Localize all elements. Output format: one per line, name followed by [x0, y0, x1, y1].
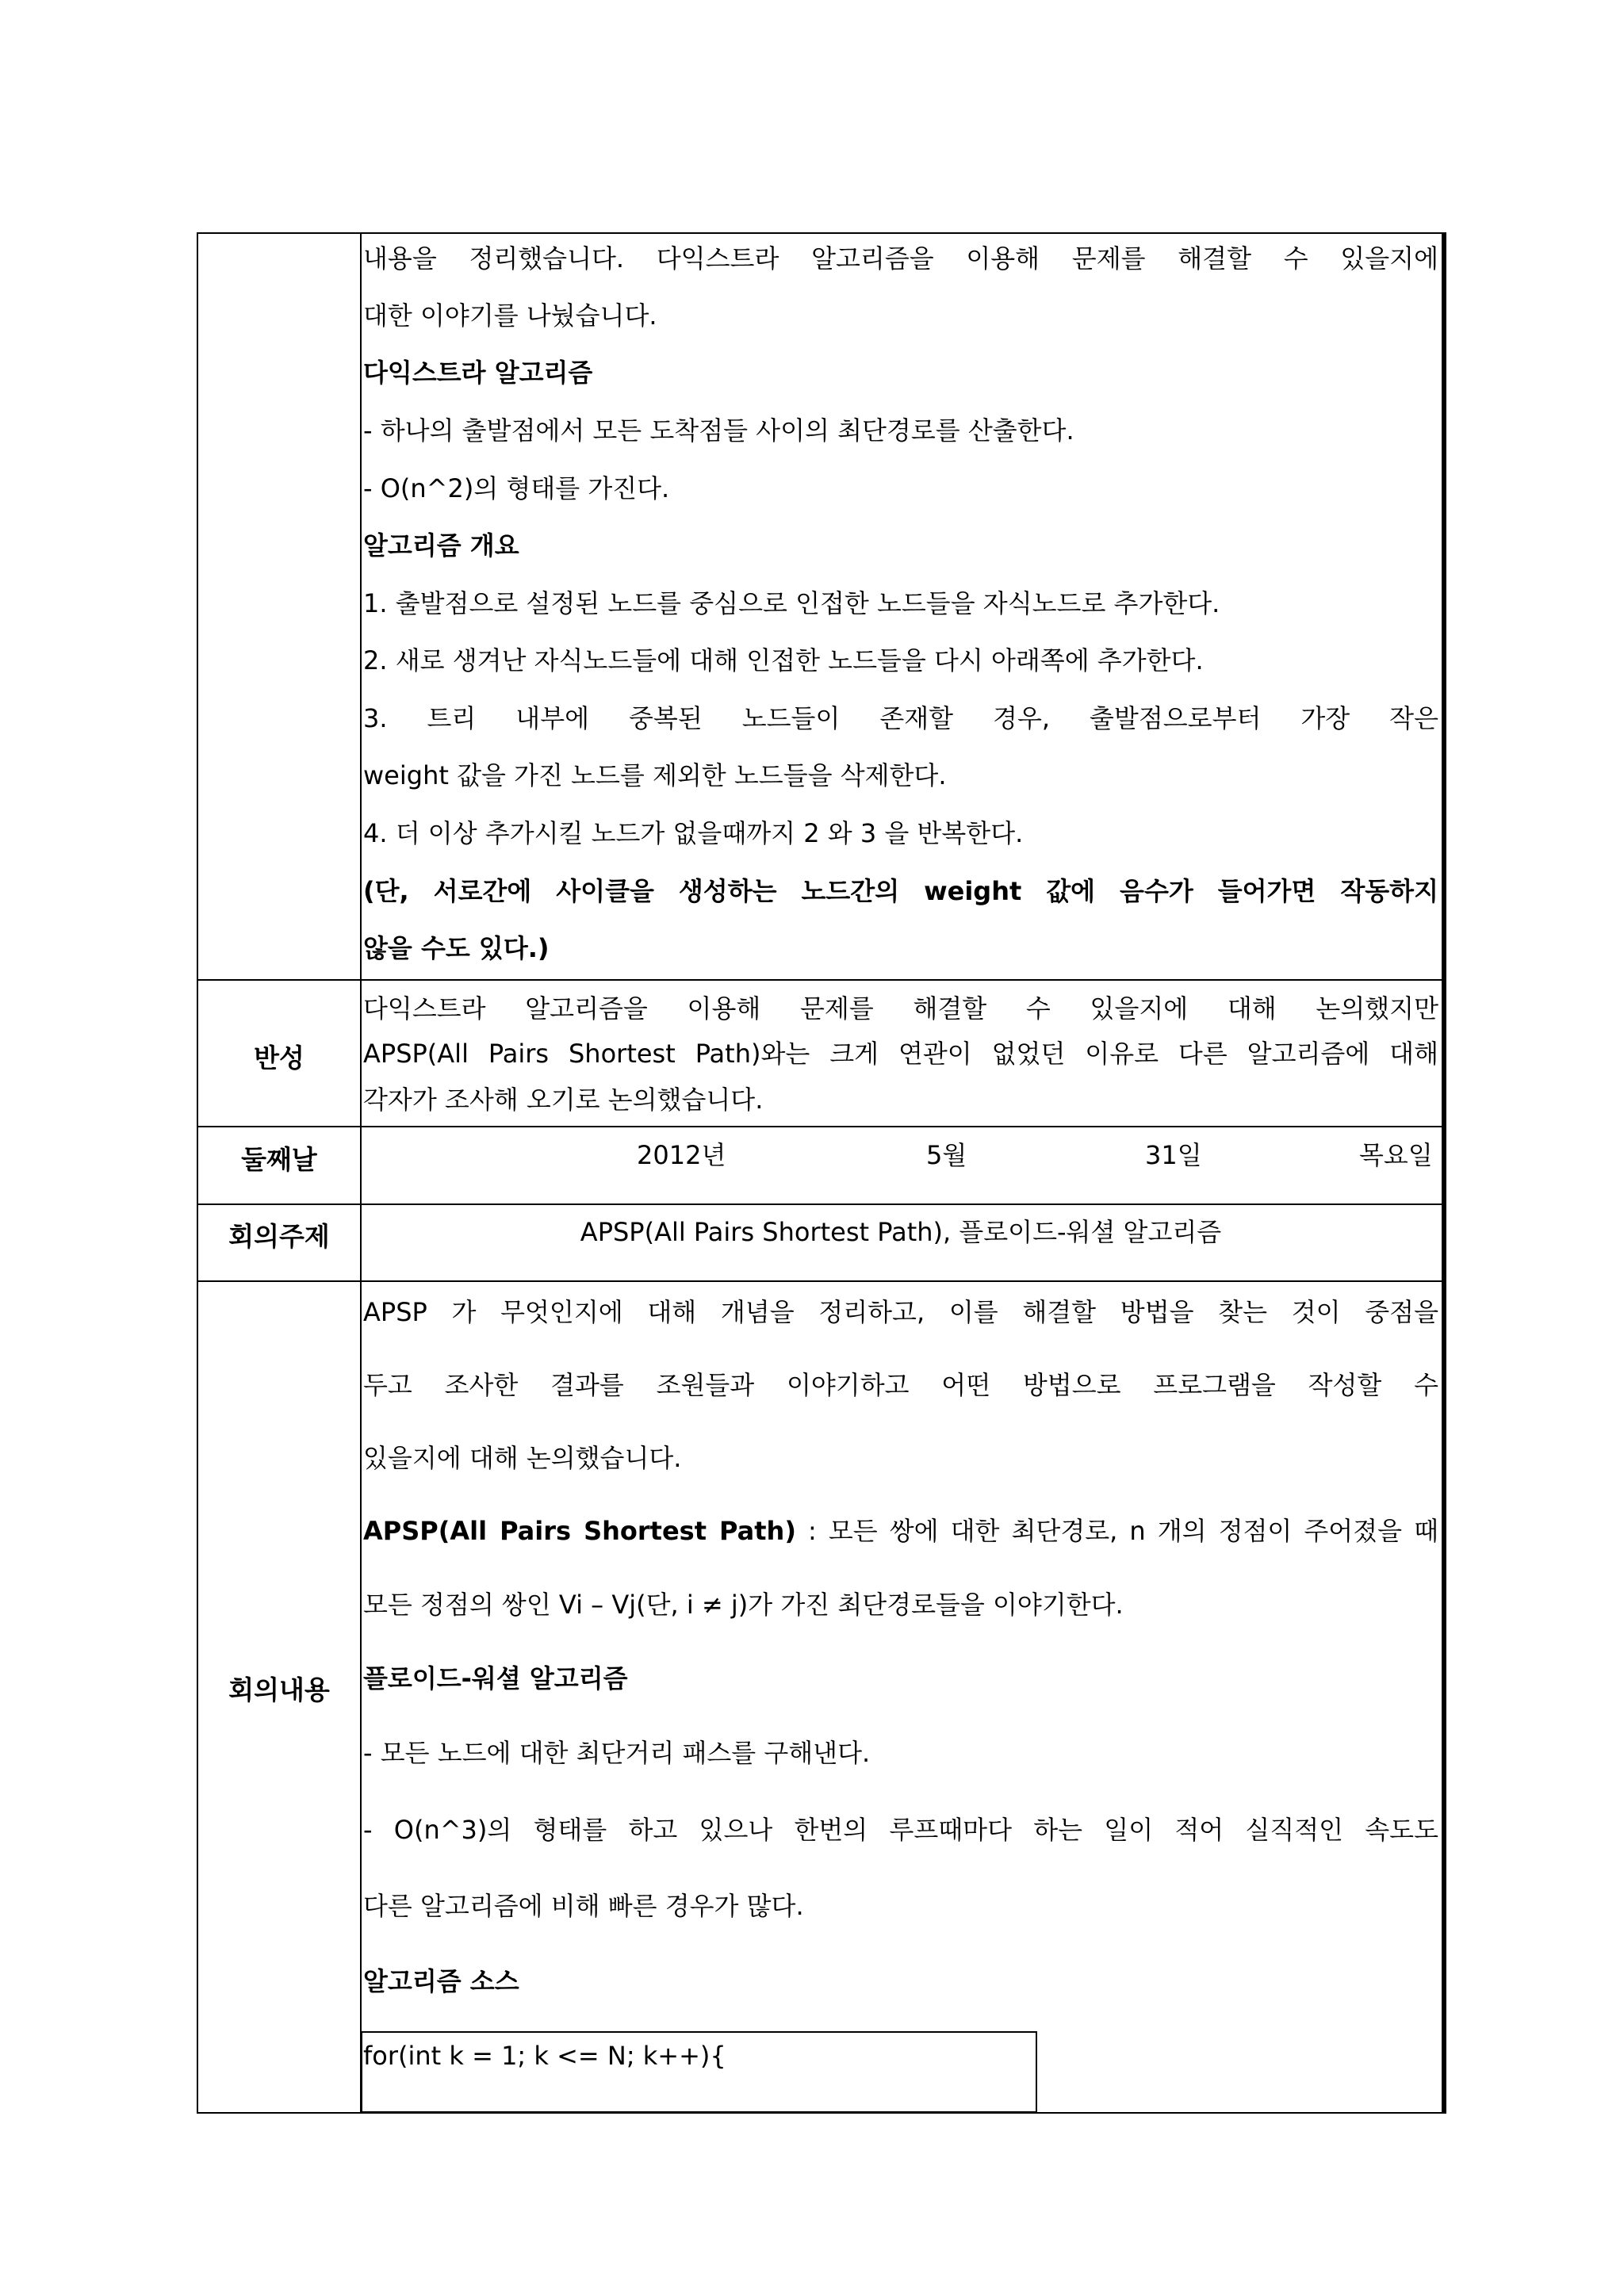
- overview-step: weight 값을 가진 노드를 제외한 노드들을 삭제한다.: [363, 760, 947, 790]
- table-top-border: [197, 232, 1446, 234]
- floyd-bullet: - O(n^3)의 형태를 하고 있으나 한번의 루프때마다 하는 일이 적어 실직적인 속도도: [363, 1815, 1438, 1845]
- overview-step: 2. 새로 생겨난 자식노드들에 대해 인접한 노드들을 다시 아래쪽에 추가한다.: [363, 645, 1204, 675]
- table-right-border: [1442, 232, 1446, 2114]
- intro-paragraph-line: 내용을 정리했습니다. 다익스트라 알고리즘을 이용해 문제를 해결할 수 있을지에: [363, 243, 1438, 274]
- reflection-line: 각자가 조사해 오기로 논의했습니다.: [363, 1085, 764, 1115]
- content-intro-line: 두고 조사한 결과를 조원들과 이야기하고 어떤 방법으로 프로그램을 작성할 수: [363, 1370, 1438, 1400]
- dijkstra-heading: 다익스트라 알고리즘: [363, 358, 593, 388]
- row-divider-topic: [197, 1203, 1446, 1205]
- floyd-bullet: - 모든 노드에 대한 최단거리 패스를 구해낸다.: [363, 1738, 871, 1768]
- content-intro-line: 있을지에 대해 논의했습니다.: [363, 1443, 682, 1473]
- day2-month: 5월: [926, 1140, 967, 1170]
- overview-step: 3. 트리 내부에 중복된 노드들이 존재할 경우, 출발점으로부터 가장 작은: [363, 703, 1438, 733]
- floyd-heading: 플로이드-워셜 알고리즘: [363, 1663, 628, 1693]
- overview-step: 4. 더 이상 추가시킬 노드가 없을때까지 2 와 3 을 반복한다.: [363, 818, 1024, 848]
- reflection-label: 반성: [254, 1043, 304, 1073]
- row-divider-day2: [197, 1126, 1446, 1127]
- note-line: (단, 서로간에 사이클을 생성하는 노드간의 weight 값에 음수가 들어가면 작동하지: [363, 876, 1438, 906]
- content-intro-line: APSP 가 무엇인지에 대해 개념을 정리하고, 이를 해결할 방법을 찾는 것이 중점을: [363, 1297, 1438, 1327]
- apsp-term: APSP(All Pairs Shortest Path): [363, 1516, 796, 1546]
- day2-label: 둘째날: [241, 1144, 317, 1175]
- floyd-bullet-continued: 다른 알고리즘에 비해 빠른 경우가 많다.: [363, 1891, 804, 1921]
- content-label: 회의내용: [228, 1674, 330, 1705]
- source-heading: 알고리즘 소스: [363, 1966, 519, 1996]
- dijkstra-bullet: - 하나의 출발점에서 모든 도착점들 사이의 최단경로를 산출한다.: [363, 415, 1074, 446]
- row-divider-reflection: [197, 979, 1446, 981]
- apsp-definition-line2: 모든 정점의 쌍인 Vi – Vj(단, i ≠ j)가 가진 최단경로들을 이야기한다.: [363, 1590, 1124, 1620]
- topic-value: APSP(All Pairs Shortest Path), 플로이드-워셜 알고리즘: [580, 1217, 1222, 1247]
- apsp-definition-rest: : 모든 쌍에 대한 최단경로, n 개의 정점이 주어졌을 때: [795, 1516, 1439, 1546]
- intro-paragraph-line: 대한 이야기를 나눴습니다.: [363, 300, 657, 331]
- day2-day: 31일: [1145, 1140, 1202, 1170]
- overview-step: 1. 출발점으로 설정된 노드를 중심으로 인접한 노드들을 자식노드로 추가한다.: [363, 588, 1220, 618]
- apsp-definition-line: [363, 1515, 1438, 1547]
- row-divider-content: [197, 1280, 1446, 1282]
- reflection-line: 다익스트라 알고리즘을 이용해 문제를 해결할 수 있을지에 대해 논의했지만: [363, 993, 1438, 1024]
- label-column-divider: [360, 232, 362, 2114]
- reflection-line: APSP(All Pairs Shortest Path)와는 크게 연관이 없었던 이유로 다른 알고리즘에 대해: [363, 1039, 1438, 1069]
- day2-year: 2012년: [637, 1140, 726, 1170]
- dijkstra-bullet: - O(n^2)의 형태를 가진다.: [363, 473, 670, 503]
- day2-weekday: 목요일: [1359, 1140, 1433, 1170]
- topic-label: 회의주제: [228, 1221, 330, 1252]
- overview-heading: 알고리즘 개요: [363, 530, 519, 561]
- code-line: for(int k = 1; k <= N; k++){: [363, 2041, 726, 2071]
- note-line: 않을 수도 있다.): [363, 933, 550, 963]
